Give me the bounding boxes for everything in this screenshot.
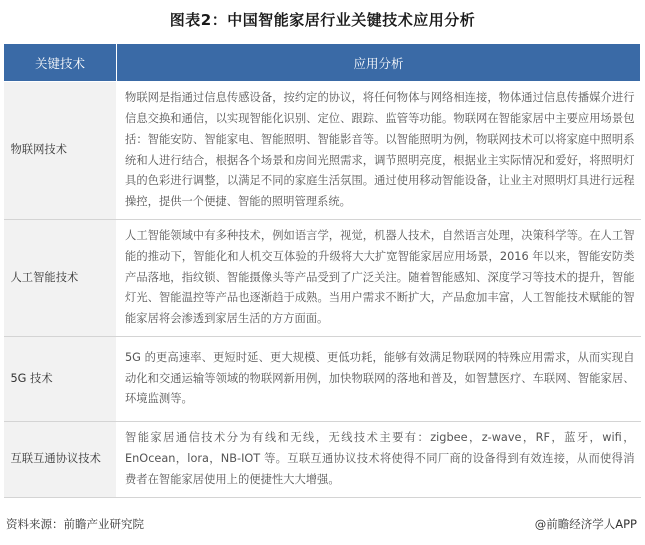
tech-description: 人工智能领域中有多种技术，例如语言学，视觉，机器人技术，自然语言处理，决策科学等。在人工智能的推动下，智能化和人机交互体验的升级将大大扩宽智能家居应用场景，2016 年以来，智能安防类产品落地，指纹锁、智能摄像头等产品受到了广泛关注。随着智能感知、深度学习等技术的提升，智能灯光、智能温控等产品也逐渐趋于成熟。当用户需求不断扩大，产品愈加丰富，人工智能技术赋能的智能家居将会渗透到家居生活的方方面面。 [117, 220, 641, 337]
table-row [4, 422, 641, 498]
tech-name: 物联网技术 [4, 82, 117, 220]
tech-name: 互联互通协议技术 [4, 422, 117, 498]
table-row [4, 220, 641, 337]
tech-description: 物联网是指通过信息传感设备，按约定的协议，将任何物体与网络相连接，物体通过信息传播媒介进行信息交换和通信，以实现智能化识别、定位、跟踪、监管等功能。物联网在智能家居中主要应用场景包括：智能安防、智能家电、智能照明、智能影音等。以智能照明为例，物联网技术可以将家庭中照明系统和人进行结合，根据各个场景和房间光照需求，调节照明亮度，根据业主实际情况和爱好，将照明灯具的色彩进行调整，以满足不同的家庭生活氛围。通过使用移动智能设备，让业主对照明灯具进行远程操控，提供一个便捷、智能的照明管理系统。 [117, 82, 641, 220]
figure-title: 图表2：中国智能家居行业关键技术应用分析 [169, 11, 476, 29]
tech-description: 5G 的更高速率、更短时延、更大规模、更低功耗，能够有效满足物联网的特殊应用需求，从而实现自动化和交通运输等领域的物联网新用例，加快物联网的落地和普及，如智慧医疗、车联网、智能家居、环境监测等。 [117, 337, 641, 422]
source-note: 资料来源：前瞻产业研究院 [6, 517, 144, 531]
tech-table [3, 43, 641, 498]
table-header-row [4, 44, 641, 82]
tech-name: 人工智能技术 [4, 220, 117, 337]
tech-description: 智能家居通信技术分为有线和无线，无线技术主要有：zigbee，z-wave，RF，蓝牙，wifi，EnOcean，lora，NB-IOT 等。互联互通协议技术将使得不同厂商的设备得到有效连接，从而使得消费者在智能家居使用上的便捷性大大增强。 [117, 422, 641, 498]
table-row [4, 337, 641, 422]
brand-credit: @前瞻经济学人APP [534, 517, 637, 531]
tech-name: 5G 技术 [4, 337, 117, 422]
table-row [4, 82, 641, 220]
header-key-tech: 关键技术 [4, 44, 117, 82]
header-application: 应用分析 [117, 44, 641, 82]
